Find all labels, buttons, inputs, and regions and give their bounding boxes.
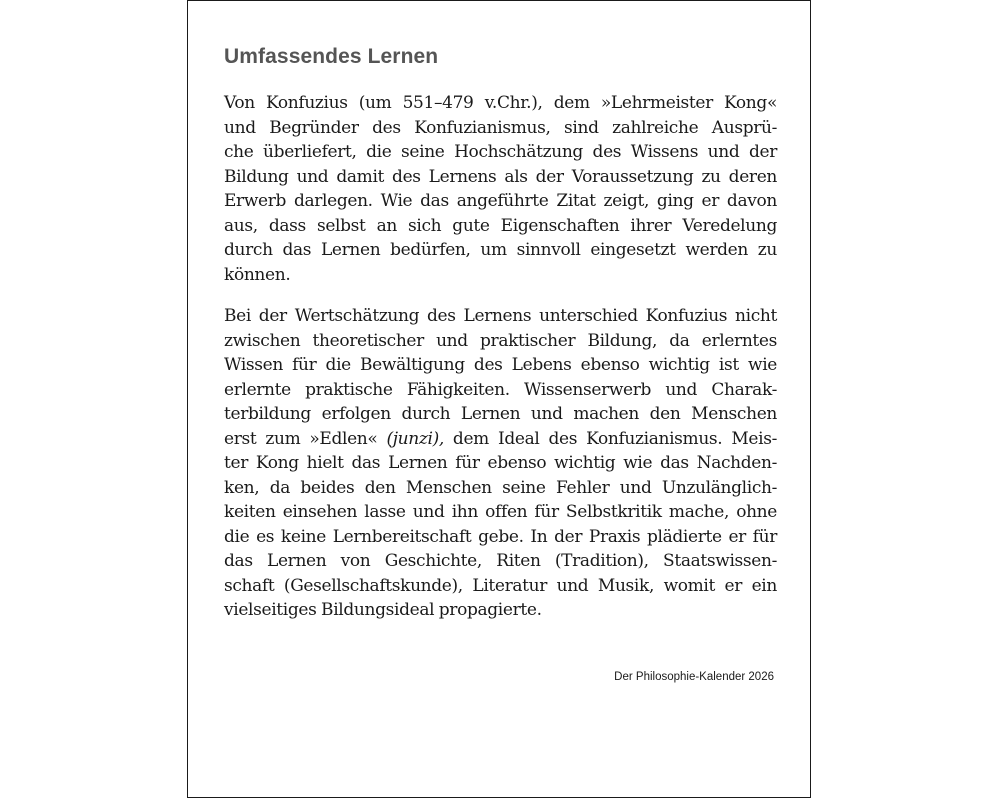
text-line: keiten einsehen lasse und ihn offen für Selbstkritik mache, ohne [224, 502, 777, 522]
text-line: Bei der Wertschätzung des Lernens unterschied Konfuzius nicht [224, 306, 777, 326]
text-line: aus, dass selbst an sich gute Eigenschaften ihrer Veredelung [224, 215, 777, 236]
text-segment: erst zum »Edlen« [224, 428, 387, 449]
text-line: erlernte praktische Fähigkeiten. Wissenserwerb und Charak- [224, 379, 777, 400]
text-line: das Lernen von Geschichte, Riten (Tradition), Staatswissen- [224, 551, 777, 571]
text-line: durch das Lernen bedürfen, um sinnvoll eingesetzt werden zu [224, 240, 777, 260]
text-line: Bildung und damit des Lernens als der Voraussetzung zu deren [224, 166, 777, 187]
text-line: können. [224, 264, 291, 285]
calendar-page [187, 0, 811, 798]
text-line: terbildung erfolgen durch Lernen und machen den Menschen [224, 404, 777, 424]
text-line: Wissen für die Bewältigung des Lebens ebenso wichtig ist wie [224, 355, 777, 375]
text-line: che überliefert, die seine Hochschätzung des Wissens und der [224, 142, 777, 162]
italic-term: (junzi), [386, 428, 444, 449]
paragraph-2 [224, 304, 777, 623]
text-line: und Begründer des Konfuzianismus, sind zahlreiche Ausprü- [224, 117, 777, 138]
text-line: Erwerb darlegen. Wie das angeführte Zitat zeigt, ging er davon [224, 191, 777, 211]
text-line: schaft (Gesellschaftskunde), Literatur und Musik, womit er ein [224, 575, 777, 596]
footer-caption: Der Philosophie-Kalender 2026 [614, 671, 774, 683]
paragraph-1 [224, 91, 777, 287]
text-line: vielseitiges Bildungsideal propagierte. [224, 600, 542, 620]
text-line-with-italic [224, 427, 777, 452]
text-line: zwischen theoretischer und praktischer Bildung, da erlerntes [224, 330, 777, 351]
text-line: ken, da beides den Menschen seine Fehler und Unzulänglich- [224, 477, 777, 498]
page-content [224, 45, 777, 640]
page-title: Umfassendes Lernen [224, 45, 439, 68]
text-line: Von Konfuzius (um 551–479 v.Chr.), dem »Lehrmeister Kong« [224, 93, 777, 113]
text-line: die es keine Lernbereitschaft gebe. In der Praxis plädierte er für [224, 526, 777, 547]
text-segment: dem Ideal des Konfuzianismus. Meis- [443, 428, 777, 449]
text-line: ter Kong hielt das Lernen für ebenso wichtig wie das Nachden- [224, 453, 777, 473]
